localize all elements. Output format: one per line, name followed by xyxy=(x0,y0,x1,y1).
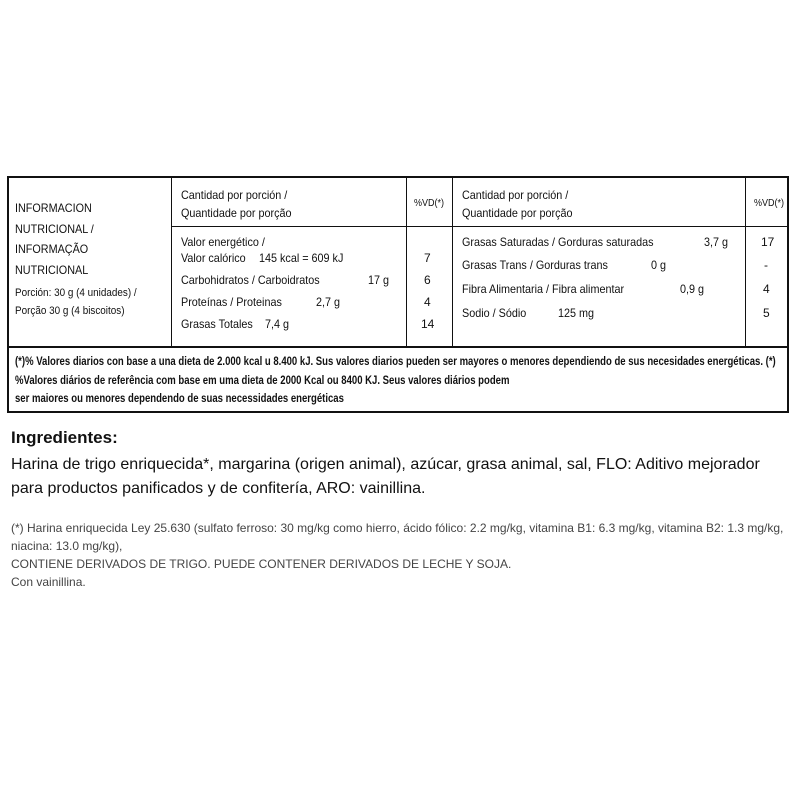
divider-col1 xyxy=(171,176,172,346)
header-left-1: Cantidad por porción / xyxy=(181,188,288,202)
satfat-vd: 17 xyxy=(761,235,775,249)
prot-vd: 4 xyxy=(424,295,431,309)
energy-value: 145 kcal = 609 kJ xyxy=(259,251,344,265)
table-title-1: INFORMACION xyxy=(15,201,92,215)
ingredients-text: Harina de trigo enriquecida*, margarina (origen animal), azúcar, grasa animal, sal, FLO: Aditivo mejorador para productos panificados y de confitería, ARO: vainillina. xyxy=(11,456,760,497)
enriched-note: (*) Harina enriquecida Ley 25.630 (sulfato ferroso: 30 mg/kg como hierro, ácido fólico: 2.2 mg/kg, vitamina B1: 6.3 mg/kg, vitamina B2: 1.3 mg/kg, niacina: 13.0 mg/kg), xyxy=(11,521,784,553)
fiber-vd: 4 xyxy=(763,282,770,296)
trans-vd: - xyxy=(764,258,768,272)
footnote-line-2: %Valores diários de referência com base em uma dieta de 2000 Kcal ou 8400 KJ. Seus valores diários podem xyxy=(15,375,510,387)
trans-label: Grasas Trans / Gorduras trans xyxy=(462,258,608,272)
satfat-label: Grasas Saturadas / Gorduras saturadas xyxy=(462,235,654,249)
sodium-value: 125 mg xyxy=(558,306,595,320)
portion-2: Porção 30 g (4 biscoitos) xyxy=(15,305,125,317)
footnote-line-1: (*)% Valores diarios con base a una dieta de 2.000 kcal u 8.400 kJ. Sus valores diarios pueden ser mayores o menores dependiendo de sus necesidades energéticas. (*) xyxy=(15,356,776,368)
table-title-3: INFORMAÇÃO xyxy=(15,242,89,256)
fiber-label: Fibra Alimentaria / Fibra alimentar xyxy=(462,282,625,296)
header-left-2: Quantidade por porção xyxy=(181,206,292,220)
fiber-value: 0,9 g xyxy=(680,282,705,296)
header-right-2: Quantidade por porção xyxy=(462,206,573,220)
carb-vd: 6 xyxy=(424,273,431,287)
energy-line1: Valor energético / xyxy=(181,235,265,249)
header-right-1: Cantidad por porción / xyxy=(462,188,569,202)
footnote-line-3: ser maiores ou menores dependendo de suas necessidades energéticas xyxy=(15,393,344,405)
divider-col3 xyxy=(452,176,453,346)
sodium-label: Sodio / Sódio xyxy=(462,306,527,320)
divider-col4 xyxy=(745,176,746,346)
flavor-note: Con vainillina. xyxy=(11,575,86,589)
prot-value: 2,7 g xyxy=(316,295,341,309)
divider-col2 xyxy=(406,176,407,346)
footnote-divider xyxy=(7,346,789,348)
trans-value: 0 g xyxy=(651,258,667,272)
sodium-vd: 5 xyxy=(763,306,770,320)
fat-value: 7,4 g xyxy=(265,317,290,331)
header-divider-left xyxy=(171,226,452,227)
energy-vd: 7 xyxy=(424,251,431,265)
fat-vd: 14 xyxy=(421,317,435,331)
header-vd: %VD(*) xyxy=(414,198,445,209)
carb-value: 17 g xyxy=(368,273,390,287)
satfat-value: 3,7 g xyxy=(704,235,729,249)
fat-label: Grasas Totales xyxy=(181,317,253,331)
table-title-4: NUTRICIONAL xyxy=(15,263,89,277)
table-title-2: NUTRICIONAL / xyxy=(15,222,94,236)
prot-label: Proteínas / Proteinas xyxy=(181,295,282,309)
ingredients-title: Ingredientes: xyxy=(11,428,118,447)
energy-label: Valor calórico xyxy=(181,251,246,265)
header-vd2: %VD(*) xyxy=(754,198,785,209)
carb-label: Carbohidratos / Carboidratos xyxy=(181,273,320,287)
header-divider-right xyxy=(452,226,789,227)
portion-1: Porción: 30 g (4 unidades) / xyxy=(15,287,137,299)
allergen-note: CONTIENE DERIVADOS DE TRIGO. PUEDE CONTENER DERIVADOS DE LECHE Y SOJA. xyxy=(11,557,512,571)
